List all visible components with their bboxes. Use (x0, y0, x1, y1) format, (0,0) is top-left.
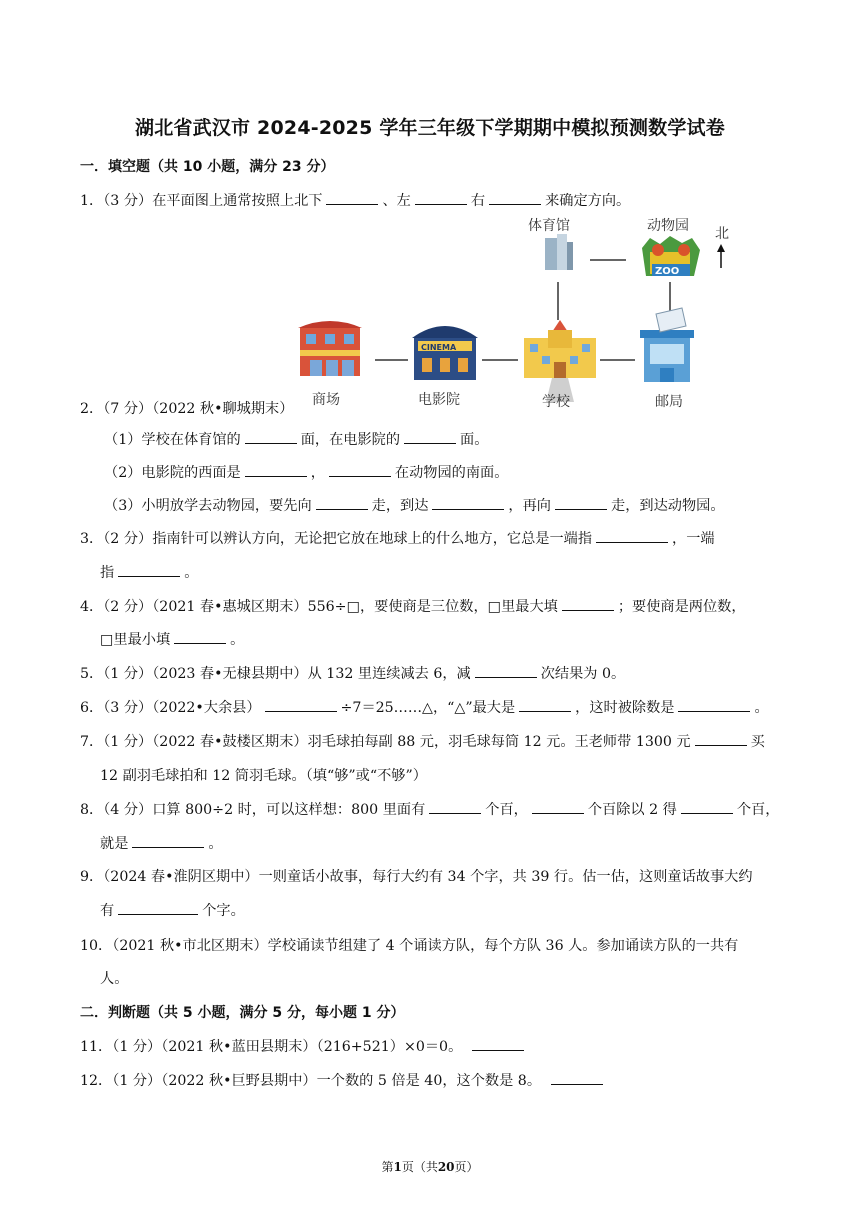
answer-blank[interactable] (555, 495, 607, 510)
question-5 (80, 663, 625, 683)
answer-blank[interactable] (551, 1070, 603, 1085)
question-9-continued (100, 900, 245, 920)
q6-text-d: 。 (754, 700, 769, 716)
q8-text-d: 个百， (736, 802, 780, 818)
q2-2-text-b: ， (310, 465, 325, 481)
question-4-continued (100, 629, 244, 649)
answer-blank[interactable] (678, 697, 750, 712)
answer-blank[interactable] (404, 429, 456, 444)
label-mall: 商场 (312, 392, 340, 408)
answer-blank[interactable] (329, 462, 391, 477)
question-8 (80, 799, 779, 819)
q4-text-d: 。 (230, 632, 245, 648)
zoo-icon (642, 236, 700, 277)
footer-page-number: 1 (393, 1160, 402, 1174)
q3-text-d: 。 (184, 565, 199, 581)
answer-blank[interactable] (596, 528, 668, 543)
q2-1-text-a: （1）学校在体育馆的 (104, 432, 241, 448)
answer-blank[interactable] (118, 562, 180, 577)
page-title: 湖北省武汉市 2024-2025 学年三年级下学期期中模拟预测数学试卷 (135, 117, 725, 139)
question-7-continued: 12 副羽毛球拍和 12 筒羽毛球。（填“够”或“不够”） (100, 768, 427, 784)
q1-text-b: 、左 (382, 193, 411, 209)
answer-blank[interactable] (316, 495, 368, 510)
cinema-sign-text: CINEMA (421, 343, 457, 352)
q2-3-text-a: （3）小明放学去动物园，要先向 (104, 498, 312, 514)
question-3-continued (100, 562, 198, 582)
q8-text-b: 个百， (485, 802, 528, 818)
question-7 (80, 731, 765, 751)
q6-text-c: ，这时被除数是 (575, 700, 675, 716)
answer-blank[interactable] (326, 190, 378, 205)
q11-text-a: 11．（1 分）（2021 秋•蓝田县期末）（216+521）×0＝0。 (80, 1039, 463, 1055)
label-cinema: 电影院 (418, 392, 460, 408)
section-heading-true-false: 二．判断题（共 5 小题，满分 5 分，每小题 1 分） (80, 1005, 405, 1021)
q4-text-c: □里最小填 (100, 632, 171, 648)
question-2-part-1 (104, 429, 488, 449)
answer-blank[interactable] (562, 596, 614, 611)
zoo-sign-text: ZOO (655, 266, 680, 277)
question-2-stem: 2．（7 分）（2022 秋•聊城期末） (80, 401, 294, 417)
q9-text-b: 有 (100, 903, 115, 919)
question-4 (80, 596, 746, 616)
gym-icon (545, 234, 573, 270)
q2-1-text-b: 面，在电影院的 (300, 432, 401, 448)
q4-text-b: ；要使商是两位数， (617, 599, 746, 615)
answer-blank[interactable] (432, 495, 504, 510)
q7-text-a: 7．（1 分）（2022 春•鼓楼区期末）羽毛球拍每副 88 元，羽毛球每筒 12 元。王老师带 1300 元 (80, 734, 691, 750)
question-1 (80, 190, 630, 210)
school-icon (524, 320, 596, 402)
label-school: 学校 (542, 394, 570, 410)
section-heading-fill-in: 一．填空题（共 10 小题，满分 23 分） (80, 159, 335, 175)
answer-blank[interactable] (429, 799, 481, 814)
q4-text-a: 4．（2 分）（2021 春•惠城区期末）556÷□，要使商是三位数，□里最大填 (80, 599, 558, 615)
label-zoo: 动物园 (647, 218, 689, 234)
answer-blank[interactable] (415, 190, 467, 205)
cinema-icon (412, 326, 478, 380)
answer-blank[interactable] (245, 429, 297, 444)
q1-text-d: 来确定方向。 (545, 193, 631, 209)
mall-icon (298, 321, 362, 376)
question-11 (80, 1036, 528, 1056)
q8-text-f: 。 (208, 836, 223, 852)
question-10: 10．（2021 秋•市北区期末）学校诵读节组建了 4 个诵读方队，每个方队 36 人。参加诵读方队的一共有 (80, 938, 739, 954)
answer-blank[interactable] (132, 833, 204, 848)
q8-text-c: 个百除以 2 得 (587, 802, 677, 818)
q12-text-a: 12．（1 分）（2022 秋•巨野县期中）一个数的 5 倍是 40，这个数是 8。 (80, 1073, 542, 1089)
page-footer (0, 1158, 860, 1175)
question-12 (80, 1070, 607, 1090)
question-10-continued: 人。 (100, 971, 129, 987)
question-2-part-2 (104, 462, 508, 482)
q8-text-a: 8．（4 分）口算 800÷2 时，可以这样想：800 里面有 (80, 802, 426, 818)
answer-blank[interactable] (174, 629, 226, 644)
footer-text-c: 页） (454, 1160, 479, 1174)
q2-3-text-c: ，再向 (508, 498, 551, 514)
q6-text-b: ÷7＝25……△，“△”最大是 (340, 700, 516, 716)
q5-text-a: 5．（1 分）（2023 春•无棣县期中）从 132 里连续减去 6，减 (80, 666, 471, 682)
question-6 (80, 697, 769, 717)
footer-text-a: 第 (381, 1160, 394, 1174)
q2-3-text-d: 走，到达动物园。 (611, 498, 725, 514)
question-9: 9．（2024 春•淮阴区期中）一则童话小故事，每行大约有 34 个字，共 39 行。估一估，这则童话故事大约 (80, 869, 753, 885)
answer-blank[interactable] (695, 731, 747, 746)
q3-text-c: 指 (100, 565, 115, 581)
footer-total-pages: 20 (437, 1160, 455, 1174)
answer-blank[interactable] (681, 799, 733, 814)
label-post-office: 邮局 (655, 394, 683, 410)
q8-text-e: 就是 (100, 836, 129, 852)
footer-text-b: 页（共 (401, 1160, 438, 1174)
question-3 (80, 528, 715, 548)
answer-blank[interactable] (475, 663, 537, 678)
q3-text-a: 3．（2 分）指南针可以辨认方向，无论把它放在地球上的什么地方，它总是一端指 (80, 531, 593, 547)
q2-2-text-a: （2）电影院的西面是 (104, 465, 241, 481)
answer-blank[interactable] (489, 190, 541, 205)
answer-blank[interactable] (118, 900, 198, 915)
question-2-part-3 (104, 495, 725, 515)
q5-text-b: 次结果为 0。 (540, 666, 626, 682)
q6-text-a: 6．（3 分）（2022•大余县） (80, 700, 261, 716)
answer-blank[interactable] (472, 1036, 524, 1051)
post-office-icon (640, 308, 694, 382)
answer-blank[interactable] (532, 799, 584, 814)
q2-2-text-c: 在动物园的南面。 (394, 465, 509, 481)
answer-blank[interactable] (265, 697, 337, 712)
q7-text-b: 买 (750, 734, 765, 750)
q1-text-c: 右 (470, 193, 486, 209)
q9-text-c: 个字。 (202, 903, 245, 919)
question-8-continued (100, 833, 223, 853)
label-north: 北 (715, 226, 729, 242)
label-gym: 体育馆 (528, 218, 570, 234)
q1-text-a: 1．（3 分）在平面图上通常按照上北下 (80, 193, 323, 209)
q3-text-b: ，一端 (672, 531, 715, 547)
north-arrow-icon (717, 244, 725, 268)
q2-1-text-c: 面。 (460, 432, 489, 448)
map-diagram (290, 210, 740, 415)
answer-blank[interactable] (519, 697, 571, 712)
answer-blank[interactable] (245, 462, 307, 477)
q2-3-text-b: 走，到达 (371, 498, 429, 514)
